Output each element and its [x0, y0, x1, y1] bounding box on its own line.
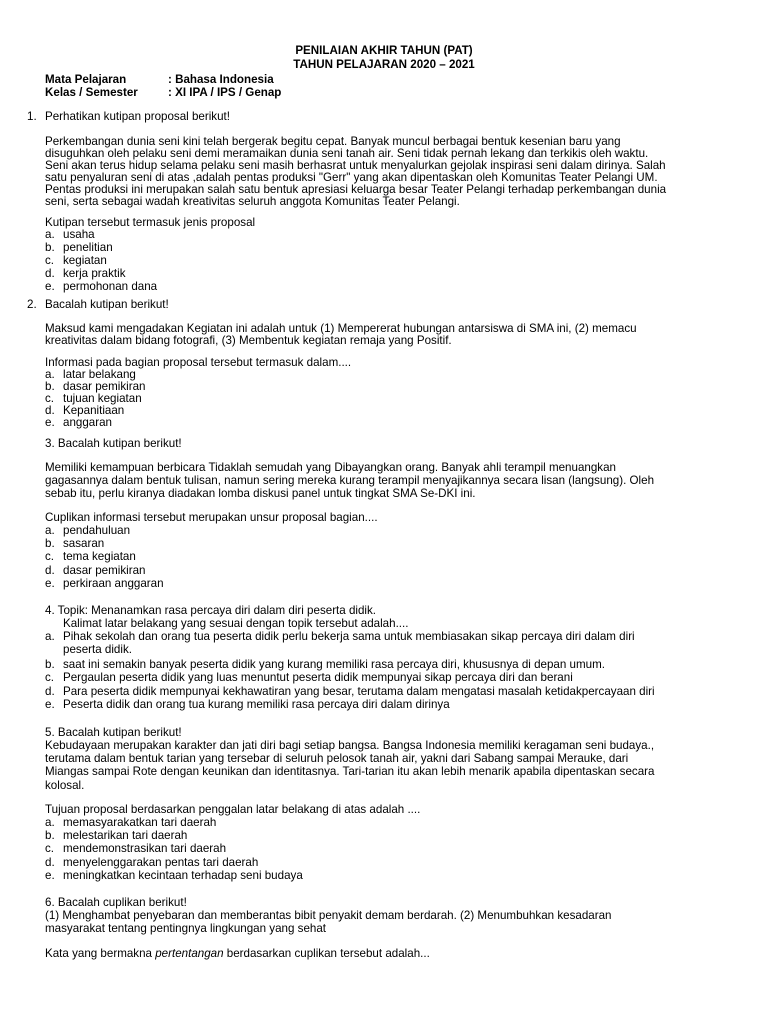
question-text: Informasi pada bagian proposal tersebut termasuk dalam.... — [45, 356, 352, 369]
answer-option[interactable] — [45, 685, 745, 698]
option-text: tema kegiatan — [63, 550, 136, 563]
answer-option[interactable] — [45, 630, 745, 657]
option-text: anggaran — [63, 416, 112, 429]
option-letter: e. — [45, 577, 55, 590]
answer-option[interactable] — [45, 869, 745, 882]
option-letter: e. — [45, 698, 55, 711]
class-value: : XI IPA / IPS / Genap — [168, 86, 282, 99]
option-line: Pihak sekolah dan orang tua peserta didik perlu bekerja sama untuk membiasakan sikap percaya diri dalam diri — [63, 630, 635, 643]
passage-line: Perkembangan dunia seni kini telah bergerak begitu cepat. Banyak muncul berbagai bentuk kesenian baru yang — [45, 135, 621, 148]
option-text: penelitian — [63, 241, 113, 254]
question-prompt: 4. Topik: Menanamkan rasa percaya diri dalam diri peserta didik. — [45, 604, 377, 617]
option-text: usaha — [63, 228, 95, 241]
option-letter: d. — [45, 267, 55, 280]
answer-option[interactable] — [45, 829, 745, 842]
option-letter: b. — [45, 658, 55, 671]
option-text: memasyarakatkan tari daerah — [63, 816, 217, 829]
option-letter: d. — [45, 564, 55, 577]
option-text: Kepanitiaan — [63, 404, 125, 417]
answer-option[interactable] — [45, 564, 745, 577]
option-letter: c. — [45, 254, 55, 267]
option-letter: c. — [45, 392, 55, 405]
passage-line: sebab itu, perlu kiranya diadakan lomba diskusi panel untuk tingkat SMA Se-DKI ini. — [45, 487, 476, 500]
option-text: pendahuluan — [63, 524, 131, 537]
option-text: Pergaulan peserta didik yang luas menuntut peserta didik mempunyai sikap percaya diri dan berani — [63, 671, 573, 684]
answer-option[interactable] — [45, 254, 745, 267]
option-letter: a. — [45, 524, 55, 537]
question-prompt: 3. Bacalah kutipan berikut! — [45, 437, 182, 450]
option-letter: e. — [45, 280, 55, 293]
answer-option[interactable] — [45, 842, 745, 855]
option-text: Peserta didik dan orang tua kurang memiliki rasa percaya diri dalam dirinya — [63, 698, 450, 711]
option-text: saat ini semakin banyak peserta didik yang kurang memiliki rasa percaya diri, khususnya di depan umum. — [63, 658, 605, 671]
passage-line: Pentas produksi ini merupakan salah satu bentuk apresiasi keluarga besar Teater Pelangi terhadap perkembangan dunia — [45, 183, 667, 196]
answer-option[interactable] — [45, 280, 745, 293]
answer-option[interactable] — [45, 856, 745, 869]
option-text: tujuan kegiatan — [63, 392, 142, 405]
passage-line: kolosal. — [45, 779, 85, 792]
question-prompt: Perhatikan kutipan proposal berikut! — [45, 110, 230, 123]
question-text: Kutipan tersebut termasuk jenis proposal — [45, 216, 256, 229]
option-letter: b. — [45, 241, 55, 254]
answer-option[interactable] — [45, 577, 745, 590]
option-letter: b. — [45, 537, 55, 550]
option-text: melestarikan tari daerah — [63, 829, 188, 842]
passage-line: satu penyaluran seni di atas ,adalah pentas produksi "Gerr" yang akan dipentaskan oleh Komunitas Teater Pelangi UM. — [45, 171, 658, 184]
answer-option[interactable] — [45, 241, 745, 254]
passage-line: terutama dalam bentuk tarian yang tersebar di seluruh pelosok tanah air, yakni dari Sabang sampai Merauke, dari — [45, 752, 629, 765]
option-text: menyelenggarakan pentas tari daerah — [63, 856, 259, 869]
answer-option[interactable] — [45, 658, 745, 671]
question-number: 2. — [27, 298, 37, 311]
option-letter: a. — [45, 816, 55, 829]
option-text: perkiraan anggaran — [63, 577, 164, 590]
option-text: kerja praktik — [63, 267, 126, 280]
question-text: Kalimat latar belakang yang sesuai dengan topik tersebut adalah.... — [63, 617, 409, 630]
answer-option[interactable] — [45, 671, 745, 684]
passage-line: Kebudayaan merupakan karakter dan jati diri bagi setiap bangsa. Bangsa Indonesia memiliki keragaman seni budaya., — [45, 739, 655, 752]
option-letter: a. — [45, 228, 55, 241]
passage-line: Maksud kami mengadakan Kegiatan ini adalah untuk (1) Mempererat hubungan antarsiswa di SMA ini, (2) memacu — [45, 322, 637, 335]
option-text: dasar pemikiran — [63, 564, 146, 577]
exam-title: PENILAIAN AKHIR TAHUN (PAT) — [295, 44, 473, 57]
class-label: Kelas / Semester — [45, 86, 138, 99]
question-prompt: Bacalah kutipan berikut! — [45, 298, 169, 311]
option-letter: b. — [45, 380, 55, 393]
option-text: dasar pemikiran — [63, 380, 146, 393]
option-letter: e. — [45, 416, 55, 429]
answer-option[interactable] — [45, 816, 745, 829]
option-letter: c. — [45, 550, 55, 563]
exam-subtitle: TAHUN PELAJARAN 2020 – 2021 — [293, 58, 475, 71]
passage-line: (1) Menghambat penyebaran dan memberantas bibit penyakit demam berdarah. (2) Menumbuhkan kesadaran — [45, 909, 612, 922]
option-letter: c. — [45, 842, 55, 855]
option-letter: a. — [45, 368, 55, 381]
passage-line: Memiliki kemampuan berbicara Tidaklah semudah yang Dibayangkan orang. Banyak ahli terampil menuangkan — [45, 461, 616, 474]
passage-line: disuguhkan oleh pelaku seni demi meramaikan dunia seni tanah air. Seni tidak pernah lekang dan terkikis oleh waktu. — [45, 147, 649, 160]
option-letter: d. — [45, 856, 55, 869]
passage-line: Miangas sampai Rote dengan keunikan dan identitasnya. Tari-tarian itu akan lebih menarik apabila dipentaskan secara — [45, 765, 655, 778]
answer-option[interactable] — [45, 698, 745, 711]
option-letter: d. — [45, 404, 55, 417]
question-prompt: 6. Bacalah cuplikan berikut! — [45, 896, 187, 909]
answer-option[interactable] — [45, 537, 745, 550]
option-text: permohonan dana — [63, 280, 158, 293]
answer-option[interactable] — [45, 550, 745, 563]
question-text: Cuplikan informasi tersebut merupakan unsur proposal bagian.... — [45, 511, 378, 524]
option-text — [63, 630, 745, 657]
option-text: Para peserta didik mempunyai kekhawatiran yang besar, terutama dalam mengatasi masalah ketidakpercayaan diri — [63, 685, 655, 698]
option-text: latar belakang — [63, 368, 136, 381]
answer-option[interactable] — [45, 524, 745, 537]
question-text-start: Kata yang bermakna — [45, 947, 156, 960]
option-text: sasaran — [63, 537, 105, 550]
option-letter: a. — [45, 630, 55, 643]
passage-line: Seni akan terus hidup selama pelaku seni masih berhasrat untuk menyalurkan gejolak inspirasi seni dalam dirinya. Salah — [45, 159, 666, 172]
option-letter: d. — [45, 685, 55, 698]
option-text: kegiatan — [63, 254, 107, 267]
option-letter: e. — [45, 869, 55, 882]
subject-value: : Bahasa Indonesia — [168, 73, 274, 86]
answer-option[interactable] — [45, 228, 745, 241]
option-text: mendemonstrasikan tari daerah — [63, 842, 227, 855]
passage-line: masyarakat tentang pentingnya lingkungan yang sehat — [45, 922, 327, 935]
option-text: meningkatkan kecintaan terhadap seni budaya — [63, 869, 303, 882]
subject-label: Mata Pelajaran — [45, 73, 127, 86]
question-text-end: berdasarkan cuplikan tersebut adalah... — [223, 947, 430, 960]
passage-line: gagasannya dalam bentuk tulisan, namun sering mereka kurang terampil menyajikannya secara lisan (langsung). Oleh — [45, 474, 655, 487]
question-prompt: 5. Bacalah kutipan berikut! — [45, 726, 182, 739]
question-number: 1. — [27, 110, 37, 123]
answer-option[interactable] — [45, 416, 745, 429]
question-emphasis: pertentangan — [155, 947, 224, 960]
question-text: Tujuan proposal berdasarkan penggalan latar belakang di atas adalah .... — [45, 803, 421, 816]
option-line: peserta didik. — [63, 643, 132, 657]
option-letter: c. — [45, 671, 55, 684]
passage-line: seni, serta sebagai wadah kreativitas seluruh anggota Komunitas Teater Pelangi. — [45, 195, 460, 208]
question-text — [45, 947, 745, 960]
answer-option[interactable] — [45, 267, 745, 280]
passage-line: kreativitas dalam bidang fotografi, (3) Membentuk kegiatan remaja yang Positif. — [45, 334, 452, 347]
option-letter: b. — [45, 829, 55, 842]
